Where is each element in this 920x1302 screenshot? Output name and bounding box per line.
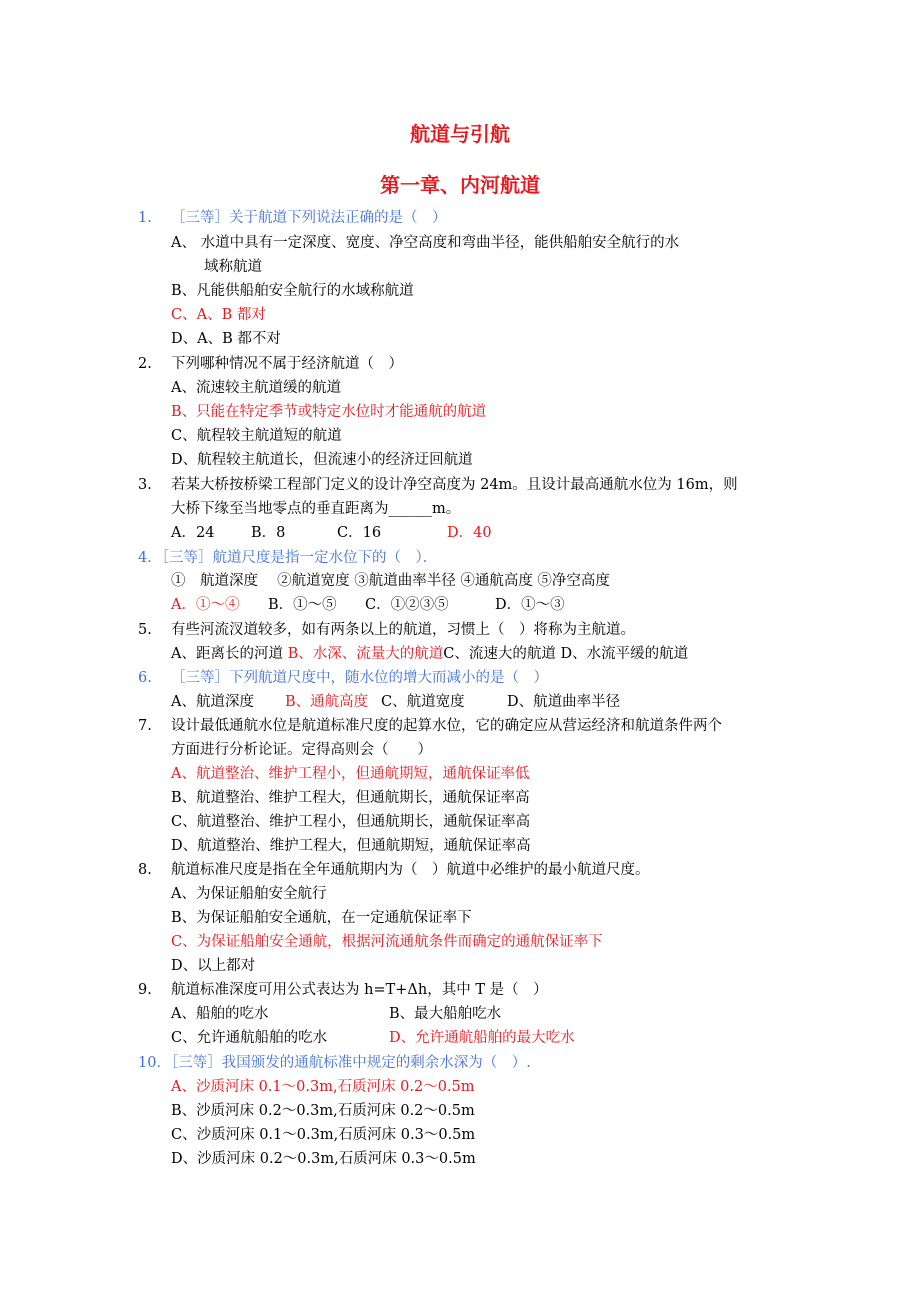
question-stem: 若某大桥按桥梁工程部门定义的设计净空高度为 24m。且设计最高通航水位为 16m，则 bbox=[171, 477, 738, 493]
option-d: D、航道曲率半径 bbox=[507, 694, 621, 710]
option-c: C、沙质河床 0.1～0.3m,石质河床 0.3～0.5m bbox=[171, 1127, 476, 1143]
option-a-cont: 域称航道 bbox=[204, 259, 262, 275]
option-d-answer: D、允许通航船舶的最大吃水 bbox=[389, 1030, 575, 1046]
question-stem-cont: 大桥下缘至当地零点的垂直距离为______m。 bbox=[171, 501, 461, 517]
question-number: 5. bbox=[138, 622, 152, 638]
option-d-answer: D．40 bbox=[447, 525, 492, 541]
option-cd: C、流速大的航道 D、水流平缓的航道 bbox=[443, 646, 689, 662]
options-row bbox=[171, 692, 620, 712]
option-a-answer: A、航道整治、维护工程小，但通航期短，通航保证率低 bbox=[171, 766, 530, 782]
question-stem: 航道标准尺度是指在全年通航期内为（ ）航道中必维护的最小航道尺度。 bbox=[171, 862, 650, 878]
option-c-answer: C、A、B 都对 bbox=[171, 307, 266, 323]
option-b: B、航道整治、维护工程大，但通航期长，通航保证率高 bbox=[171, 790, 530, 806]
options-row bbox=[171, 523, 492, 543]
question-number: 6. bbox=[138, 670, 152, 686]
option-b: B、最大船舶吃水 bbox=[389, 1006, 502, 1022]
chapter-title: 第一章、内河航道 bbox=[380, 173, 540, 197]
question-number: 2. bbox=[138, 356, 152, 372]
option-a: A、 水道中具有一定深度、宽度、净空高度和弯曲半径，能供船舶安全航行的水 bbox=[171, 235, 680, 251]
options-row bbox=[171, 644, 688, 664]
option-c: C．①②③⑤ bbox=[365, 597, 449, 613]
option-a: A．24 bbox=[171, 525, 215, 541]
option-d: D、沙质河床 0.2～0.3m,石质河床 0.3～0.5m bbox=[171, 1151, 476, 1167]
question-number: 3. bbox=[138, 477, 152, 493]
options-row bbox=[171, 595, 565, 615]
option-c: C、航道宽度 bbox=[381, 694, 465, 710]
option-d: D、航道整治、维护工程大，但通航期短，通航保证率高 bbox=[171, 838, 531, 854]
question-number: 8. bbox=[138, 862, 152, 878]
option-a-answer: A．①～④ bbox=[171, 597, 240, 613]
option-d: D、以上都对 bbox=[171, 958, 256, 974]
option-b: B、为保证船舶安全通航，在一定通航保证率下 bbox=[171, 910, 472, 926]
option-b: B、凡能供船舶安全航行的水域称航道 bbox=[171, 283, 414, 299]
question-stem-cont: 方面进行分析论证。定得高则会（ ） bbox=[171, 742, 432, 758]
question-number: 1. bbox=[138, 210, 152, 226]
option-d: D．①～③ bbox=[495, 597, 565, 613]
question-items: ① 航道深度 ②航道宽度 ③航道曲率半径 ④通航高度 ⑤净空高度 bbox=[171, 573, 610, 589]
question-stem: 4．［三等］航道尺度是指一定水位下的（ ）． bbox=[138, 550, 438, 566]
question-stem: ［三等］下列航道尺度中，随水位的增大而减小的是（ ） bbox=[171, 670, 548, 686]
option-c: C．16 bbox=[337, 525, 382, 541]
option-c: C、允许通航船舶的吃水 bbox=[171, 1030, 328, 1046]
question-stem: 航道标准深度可用公式表达为 h=T+Δh，其中 T 是（ ） bbox=[171, 982, 548, 998]
option-a: A、为保证船舶安全航行 bbox=[171, 886, 327, 902]
option-c: C、航程较主航道短的航道 bbox=[171, 428, 342, 444]
question-number: 9. bbox=[138, 982, 152, 998]
option-b-answer: B、水深、流量大的航道 bbox=[287, 646, 444, 662]
option-b-answer: B、只能在特定季节或特定水位时才能通航的航道 bbox=[171, 404, 487, 420]
option-a: A、距离长的河道 bbox=[171, 646, 288, 662]
question-stem: 有些河流汊道较多，如有两条以上的航道，习惯上（ ）将称为主航道。 bbox=[171, 622, 635, 638]
option-b: B、沙质河床 0.2～0.3m,石质河床 0.2～0.5m bbox=[171, 1103, 475, 1119]
option-b-answer: B、通航高度 bbox=[285, 694, 369, 710]
option-c-answer: C、为保证船舶安全通航，根据河流通航条件而确定的通航保证率下 bbox=[171, 934, 603, 950]
question-stem: 设计最低通航水位是航道标准尺度的起算水位，它的确定应从营运经济和航道条件两个 bbox=[171, 718, 722, 734]
question-stem: ［三等］关于航道下列说法正确的是（ ） bbox=[171, 210, 447, 226]
option-a-answer: A、沙质河床 0.1～0.3m,石质河床 0.2～0.5m bbox=[171, 1079, 475, 1095]
document-title: 航道与引航 bbox=[410, 122, 510, 146]
option-b: B．8 bbox=[251, 525, 286, 541]
option-a: A、流速较主航道缓的航道 bbox=[171, 380, 341, 396]
option-d: D、航程较主航道长，但流速小的经济迂回航道 bbox=[171, 452, 473, 468]
option-c: C、航道整治、维护工程小，但通航期长，通航保证率高 bbox=[171, 814, 531, 830]
option-b: B．①～⑤ bbox=[268, 597, 337, 613]
option-a: A、船舶的吃水 bbox=[171, 1006, 269, 1022]
question-stem: 下列哪种情况不属于经济航道（ ） bbox=[171, 356, 403, 372]
question-stem: 10．［三等］我国颁发的通航标准中规定的剩余水深为（ ）. bbox=[138, 1055, 531, 1071]
option-d: D、A、B 都不对 bbox=[171, 331, 281, 347]
question-number: 7. bbox=[138, 718, 152, 734]
option-a: A、航道深度 bbox=[171, 694, 254, 710]
